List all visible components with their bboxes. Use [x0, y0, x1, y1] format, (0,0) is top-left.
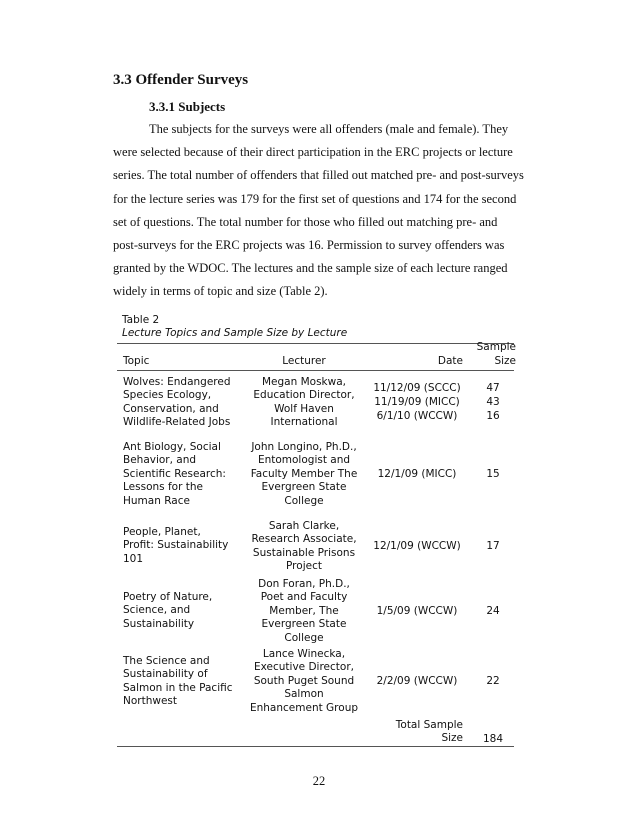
paragraph-line: series. The total number of offenders that filled out matched pre- and post-surveys [113, 168, 524, 183]
table-cell-topic: Poetry of Nature, Science, and Sustainability [123, 591, 213, 630]
table-cell-lecturer: Don Foran, Ph.D., Poet and Faculty Member, The Evergreen State College [258, 578, 350, 644]
table-cell-topic: The Science and Sustainability of Salmon in the Pacific Northwest [123, 655, 233, 708]
header-size: Size [494, 355, 516, 367]
section-heading: 3.3 Offender Surveys [113, 72, 249, 88]
paragraph-line: widely in terms of topic and size (Table 2). [113, 284, 328, 299]
table-bottom-rule [117, 746, 514, 747]
paragraph-line: for the lecture series was 179 for the first set of questions and 174 for the second [113, 191, 517, 206]
header-sample: Sample [476, 341, 516, 353]
table-cell-topic: Wolves: Endangered Species Ecology, Conservation, and Wildlife-Related Jobs [123, 376, 231, 429]
table-cell-date: 2/2/09 (WCCW) [376, 675, 458, 687]
table-top-rule [117, 343, 514, 344]
paragraph-line: granted by the WDOC. The lectures and the sample size of each lecture ranged [113, 261, 508, 276]
paragraph-line: were selected because of their direct participation in the ERC projects or lecture [113, 145, 513, 160]
header-bottom-rule [117, 370, 514, 371]
table-cell-date: 11/12/09 (SCCC) 11/19/09 (MICC) 6/1/10 (WCCW) [373, 382, 461, 422]
subsection-heading: 3.3.1 Subjects [149, 99, 226, 114]
table-cell-date: 12/1/09 (WCCW) [373, 540, 461, 552]
table-cell-lecturer: John Longino, Ph.D., Entomologist and Faculty Member The Evergreen State College [250, 441, 358, 507]
header-lecturer: Lecturer [282, 355, 326, 367]
table-cell-date: 12/1/09 (MICC) [377, 468, 457, 480]
body-paragraph [113, 118, 524, 304]
table-caption: Lecture Topics and Sample Size by Lecture [122, 327, 348, 339]
paragraph-line: The subjects for the surveys were all offenders (male and female). They [149, 122, 509, 136]
table-label: Table 2 [122, 314, 160, 326]
page-number: 22 [312, 774, 326, 788]
table-cell-size: 47 43 16 [486, 382, 500, 422]
table-cell-size: 15 [486, 468, 500, 480]
paragraph-line: post-surveys for the ERC projects was 16. Permission to survey offenders was [113, 238, 505, 253]
header-topic: Topic [123, 355, 150, 367]
table-cell-topic: People, Planet, Profit: Sustainability 101 [123, 526, 229, 565]
table-cell-topic: Ant Biology, Social Behavior, and Scientific Research: Lessons for the Human Race [123, 441, 226, 507]
table-cell-size: 22 [486, 675, 500, 687]
table-cell-lecturer: Megan Moskwa, Education Director, Wolf Haven International [253, 376, 355, 429]
total-sample-value: 184 [482, 733, 504, 745]
table-cell-lecturer: Lance Winecka, Executive Director, South Puget Sound Salmon Enhancement Group [249, 648, 359, 714]
table-cell-date: 1/5/09 (WCCW) [376, 605, 458, 617]
total-sample-label: Total Sample Size [395, 719, 463, 745]
paragraph-line: set of questions. The total number for those who filled out matching pre- and [113, 214, 498, 229]
table-cell-size: 17 [486, 540, 500, 552]
header-date: Date [437, 355, 463, 367]
table-cell-size: 24 [486, 605, 500, 617]
table-cell-lecturer: Sarah Clarke, Research Associate, Sustainable Prisons Project [251, 520, 357, 573]
